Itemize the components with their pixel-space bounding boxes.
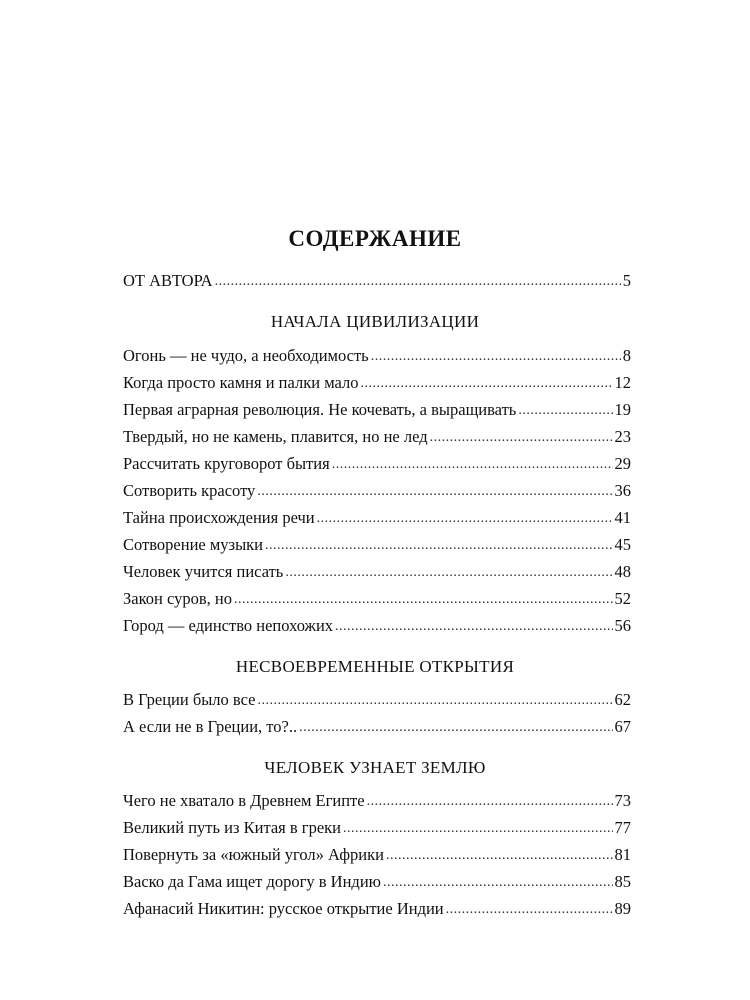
toc-entry-page: 36 — [614, 481, 631, 500]
toc-entry-page: 77 — [614, 818, 631, 837]
toc-entry — [123, 615, 631, 637]
toc-entry — [123, 453, 631, 475]
dot-leader — [343, 818, 613, 840]
toc-entry — [123, 844, 631, 866]
dot-leader — [383, 872, 613, 894]
dot-leader — [335, 616, 612, 638]
toc-entry-title: Первая аграрная революция. Не кочевать, а выращивать — [123, 400, 517, 419]
toc-entry-title: Великий путь из Китая в греки — [123, 818, 341, 837]
toc-entry-title: Васко да Гама ищет дорогу в Индию — [123, 872, 381, 891]
toc-entry-page: 62 — [614, 690, 631, 709]
toc-entry — [123, 372, 631, 394]
toc-entry — [123, 871, 631, 893]
toc-entry-page: 23 — [614, 427, 631, 446]
toc-entry-title: Твердый, но не камень, плавится, но не лед — [123, 427, 428, 446]
dot-leader — [299, 717, 612, 739]
toc-entry-page: 19 — [614, 400, 631, 419]
toc-entry — [123, 790, 631, 812]
dot-leader — [446, 899, 613, 921]
toc-entry-page: 89 — [614, 899, 631, 918]
toc-entry — [123, 345, 631, 367]
toc-entry-page: 41 — [614, 508, 631, 527]
toc-entry-title: Когда просто камня и палки мало — [123, 373, 359, 392]
toc-entry-title: Афанасий Никитин: русское открытие Индии — [123, 899, 444, 918]
toc-entry-title: Чего не хватало в Древнем Египте — [123, 791, 365, 810]
section-heading: ЧЕЛОВЕК УЗНАЕТ ЗЕМЛЮ — [264, 758, 486, 777]
toc-entry-title: Сотворить красоту — [123, 481, 256, 500]
toc-entry-title: Город — единство непохожих — [123, 616, 334, 635]
toc-entry-title: Тайна происхождения речи — [123, 508, 315, 527]
toc-entry-page: 81 — [614, 845, 631, 864]
toc-entry-page: 48 — [614, 562, 631, 581]
toc-entry — [123, 399, 631, 421]
toc-entry-page: 52 — [614, 589, 631, 608]
section-heading: НАЧАЛА ЦИВИЛИЗАЦИИ — [270, 312, 480, 331]
toc-entry-title: Рассчитать круговорот бытия — [123, 454, 330, 473]
toc-entry — [123, 426, 631, 448]
toc-entry — [123, 817, 631, 839]
dot-leader — [257, 690, 612, 712]
toc-entry — [123, 534, 631, 556]
toc-entry — [123, 480, 631, 502]
dot-leader — [367, 791, 613, 813]
toc-entry-page: 45 — [614, 535, 631, 554]
dot-leader — [234, 589, 613, 611]
dot-leader — [257, 481, 612, 503]
dot-leader — [371, 346, 621, 368]
toc-entry-title: В Греции было все — [123, 690, 256, 709]
toc-entry-page: 29 — [614, 454, 631, 473]
toc-title: СОДЕРЖАНИЕ — [288, 226, 462, 251]
dot-leader — [386, 845, 613, 867]
dot-leader — [215, 271, 621, 293]
dot-leader — [518, 400, 612, 422]
dot-leader — [360, 373, 612, 395]
toc-entry — [123, 507, 631, 529]
toc-entry-title: Огонь — не чудо, а необходимость — [123, 346, 369, 365]
dot-leader — [332, 454, 613, 476]
toc-entry — [123, 689, 631, 711]
toc-entry — [123, 716, 631, 738]
toc-entry-page: 56 — [614, 616, 631, 635]
dot-leader — [430, 427, 613, 449]
toc-entry-page: 85 — [614, 872, 631, 891]
toc-entry-page: 8 — [622, 346, 631, 365]
toc-entry-title: ОТ АВТОРА — [123, 271, 213, 290]
toc-entry-title: Закон суров, но — [123, 589, 232, 608]
toc-entry-title: Сотворение музыки — [123, 535, 264, 554]
dot-leader — [265, 535, 612, 557]
section-heading: НЕСВОЕВРЕМЕННЫЕ ОТКРЫТИЯ — [235, 657, 515, 676]
toc-entry-title: Человек учится писать — [123, 562, 284, 581]
toc-entry-title: А если не в Греции, то?.. — [123, 717, 298, 736]
toc-entry-page: 5 — [622, 271, 631, 290]
dot-leader — [285, 562, 612, 584]
dot-leader — [317, 508, 613, 530]
toc-entry-page: 12 — [614, 373, 631, 392]
toc-entry — [123, 898, 631, 920]
toc-entry — [123, 588, 631, 610]
toc-entry-page: 73 — [614, 791, 631, 810]
toc-entry-preface — [123, 270, 631, 292]
toc-entry-page: 67 — [614, 717, 631, 736]
toc-entry — [123, 561, 631, 583]
toc-entry-title: Повернуть за «южный угол» Африки — [123, 845, 384, 864]
